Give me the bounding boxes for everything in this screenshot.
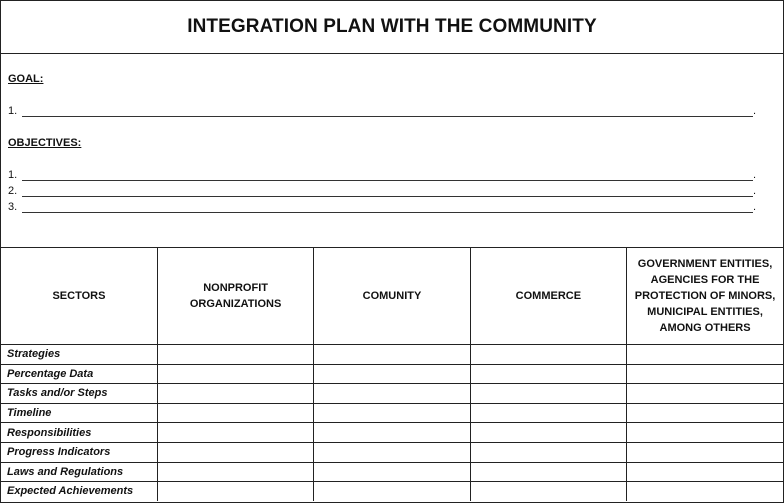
table-cell[interactable] bbox=[470, 345, 626, 365]
row-label: Timeline bbox=[1, 403, 157, 423]
table-cell[interactable] bbox=[470, 403, 626, 423]
blank-line bbox=[22, 105, 753, 117]
table-cell[interactable] bbox=[470, 423, 626, 443]
table-cell[interactable] bbox=[627, 482, 783, 501]
table-cell[interactable] bbox=[627, 345, 783, 365]
header-sectors: SECTORS bbox=[1, 248, 157, 345]
page-title: INTEGRATION PLAN WITH THE COMMUNITY bbox=[187, 16, 597, 37]
line-end: . bbox=[753, 185, 757, 197]
table-row bbox=[1, 345, 783, 365]
header-row bbox=[1, 248, 783, 345]
objective-line-number: 3. bbox=[8, 201, 18, 213]
table-cell[interactable] bbox=[470, 462, 626, 482]
table-cell[interactable] bbox=[157, 423, 313, 443]
row-label: Progress Indicators bbox=[1, 442, 157, 462]
table-row bbox=[1, 482, 783, 501]
table-row bbox=[1, 364, 783, 384]
table-cell[interactable] bbox=[627, 462, 783, 482]
table-cell[interactable] bbox=[157, 403, 313, 423]
row-label: Responsibilities bbox=[1, 423, 157, 443]
header-nonprofit: NONPROFIT ORGANIZATIONS bbox=[157, 248, 313, 345]
blank-line bbox=[22, 185, 753, 197]
table-cell[interactable] bbox=[157, 384, 313, 404]
table-cell[interactable] bbox=[627, 442, 783, 462]
table-row bbox=[1, 423, 783, 443]
row-label: Tasks and/or Steps bbox=[1, 384, 157, 404]
table-cell[interactable] bbox=[627, 364, 783, 384]
table-cell[interactable] bbox=[157, 345, 313, 365]
table-cell[interactable] bbox=[314, 462, 470, 482]
row-label: Expected Achievements bbox=[1, 482, 157, 501]
table-cell[interactable] bbox=[627, 384, 783, 404]
objective-line-number: 2. bbox=[8, 185, 18, 197]
header-community: COMUNITY bbox=[314, 248, 470, 345]
blank-line bbox=[22, 201, 753, 213]
table-row bbox=[1, 462, 783, 482]
objective-line-number: 1. bbox=[8, 169, 18, 181]
table-cell[interactable] bbox=[314, 403, 470, 423]
table-cell[interactable] bbox=[157, 364, 313, 384]
table-cell[interactable] bbox=[314, 423, 470, 443]
table-cell[interactable] bbox=[314, 482, 470, 501]
title-bar bbox=[1, 1, 783, 54]
plan-table bbox=[1, 248, 783, 501]
goals-objectives-section bbox=[1, 54, 783, 248]
table-cell[interactable] bbox=[470, 442, 626, 462]
header-commerce: COMMERCE bbox=[470, 248, 626, 345]
table-cell[interactable] bbox=[470, 364, 626, 384]
table-cell[interactable] bbox=[627, 403, 783, 423]
table-cell[interactable] bbox=[470, 482, 626, 501]
table-cell[interactable] bbox=[314, 364, 470, 384]
goal-label: GOAL: bbox=[8, 73, 44, 85]
goal-line-number: 1. bbox=[8, 105, 18, 117]
table-cell[interactable] bbox=[470, 384, 626, 404]
line-end: . bbox=[753, 201, 757, 213]
table-cell[interactable] bbox=[627, 423, 783, 443]
objective-line-1[interactable] bbox=[8, 167, 757, 181]
table-row bbox=[1, 442, 783, 462]
table-cell[interactable] bbox=[314, 384, 470, 404]
objective-line-2[interactable] bbox=[8, 183, 757, 197]
goal-line-1[interactable] bbox=[8, 103, 757, 117]
objectives-label: OBJECTIVES: bbox=[8, 137, 82, 149]
header-government: GOVERNMENT ENTITIES, AGENCIES FOR THE PROTECTION OF MINORS, MUNICIPAL ENTITIES, AMONG OTHERS bbox=[627, 248, 783, 345]
table-cell[interactable] bbox=[157, 442, 313, 462]
table-cell[interactable] bbox=[314, 345, 470, 365]
row-label: Laws and Regulations bbox=[1, 462, 157, 482]
line-end: . bbox=[753, 169, 757, 181]
row-label: Percentage Data bbox=[1, 364, 157, 384]
table-row bbox=[1, 403, 783, 423]
table-row bbox=[1, 384, 783, 404]
blank-line bbox=[22, 169, 753, 181]
line-end: . bbox=[753, 105, 757, 117]
objective-line-3[interactable] bbox=[8, 199, 757, 213]
row-label: Strategies bbox=[1, 345, 157, 365]
table-cell[interactable] bbox=[157, 462, 313, 482]
table-cell[interactable] bbox=[314, 442, 470, 462]
table-cell[interactable] bbox=[157, 482, 313, 501]
